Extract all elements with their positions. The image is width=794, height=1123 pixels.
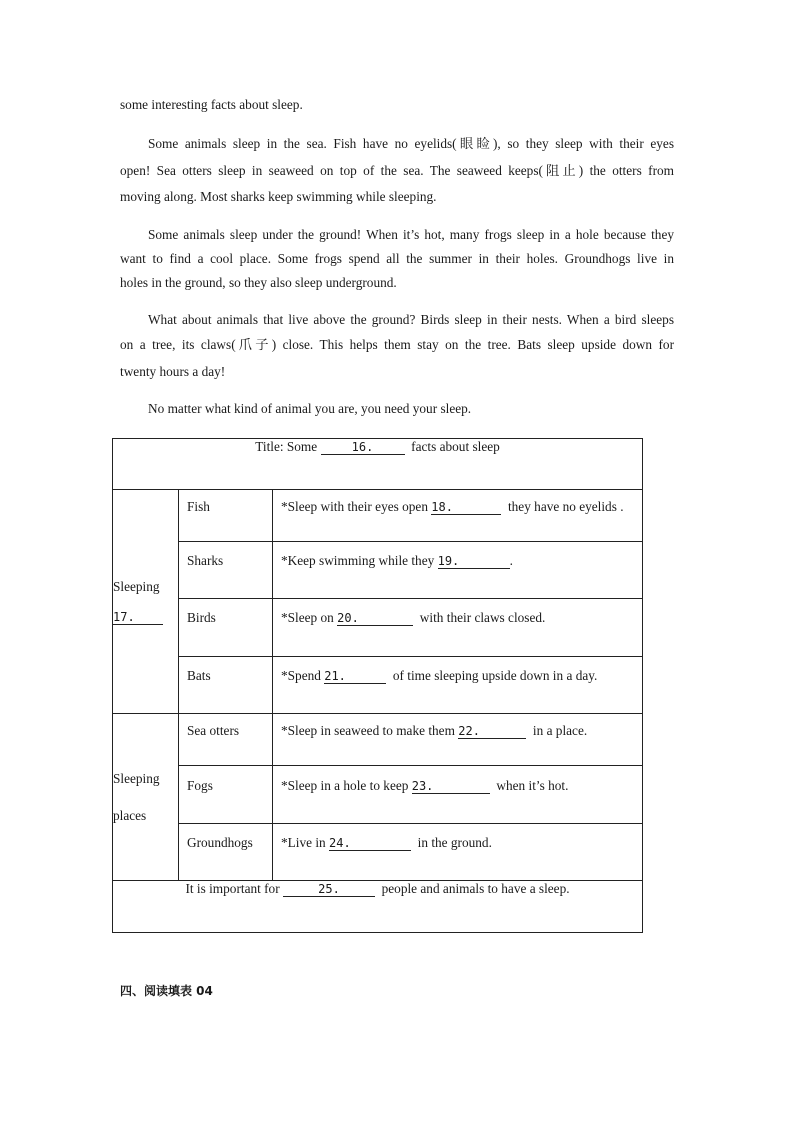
- group-places-cell: [113, 714, 179, 881]
- answer-blank-24[interactable]: 24.: [329, 836, 411, 851]
- animal-sea-otters: Sea otters: [187, 723, 240, 738]
- footer-row: [113, 881, 643, 933]
- answer-blank-20[interactable]: 20.: [337, 611, 413, 626]
- answer-blank-17[interactable]: 17.: [113, 610, 163, 625]
- fact-fish: *Sleep with their eyes open 18. they have no eyelids .: [281, 499, 624, 514]
- title-row: [113, 439, 643, 490]
- fact-groundhogs: *Live in 24. in the ground.: [281, 835, 492, 850]
- footer-suffix: people and animals to have a sleep.: [381, 881, 570, 896]
- table-row: [113, 599, 643, 657]
- answer-blank-16[interactable]: 16.: [321, 440, 405, 455]
- table-row: [113, 824, 643, 881]
- passage-p2-line3: holes in the ground, so they also sleep underground.: [120, 275, 397, 290]
- fact-fogs: *Sleep in a hole to keep 23. when it’s hot.: [281, 778, 569, 793]
- animal-fish: Fish: [187, 499, 210, 514]
- passage-p1-line3: moving along. Most sharks keep swimming while sleeping.: [120, 189, 437, 204]
- group-places-label-2: places: [113, 808, 147, 823]
- table-row: [113, 657, 643, 714]
- footer-cell: [113, 881, 643, 933]
- table-row: [113, 490, 643, 542]
- fact-birds: *Sleep on 20. with their claws closed.: [281, 610, 546, 625]
- passage-p3-line2: on a tree, its claws(爪子) close. This helps them stay on the tree. Bats sleep upside down for: [120, 337, 674, 352]
- passage-p1-line2: open! Sea otters sleep in seaweed on top of the sea. The seaweed keeps(阻止) the otters from: [120, 163, 674, 178]
- fact-bats: *Spend 21. of time sleeping upside down in a day.: [281, 668, 598, 683]
- footer-prefix: It is important for: [185, 881, 280, 896]
- passage-p3-line3: twenty hours a day!: [120, 364, 226, 379]
- passage-p3-line1: What about animals that live above the ground? Birds sleep in their nests. When a bird sleeps: [148, 312, 674, 327]
- animal-birds: Birds: [187, 610, 216, 625]
- answer-blank-22[interactable]: 22.: [458, 724, 526, 739]
- group-places-label-1: Sleeping: [113, 771, 160, 786]
- table-row: [113, 542, 643, 599]
- animal-bats: Bats: [187, 668, 211, 683]
- title-prefix: Title: Some: [255, 439, 318, 454]
- fact-sea-otters: *Sleep in seaweed to make them 22. in a place.: [281, 723, 588, 738]
- passage-p1-line1: Some animals sleep in the sea. Fish have no eyelids(眼睑), so they sleep with their eyes: [148, 136, 674, 151]
- group-sleeping-label: Sleeping: [113, 579, 160, 594]
- answer-blank-21[interactable]: 21.: [324, 669, 386, 684]
- answer-blank-18[interactable]: 18.: [431, 500, 501, 515]
- passage-p2-line1: Some animals sleep under the ground! When it’s hot, many frogs sleep in a hole because they: [148, 227, 674, 242]
- fact-sharks: *Keep swimming while they 19. .: [281, 553, 513, 568]
- animal-sharks: Sharks: [187, 553, 224, 568]
- title-suffix: facts about sleep: [411, 439, 500, 454]
- table-row: [113, 714, 643, 766]
- group-sleeping-cell: [113, 490, 179, 714]
- passage-p2-line2: want to find a cool place. Some frogs spend all the summer in their holes. Groundhogs live in: [120, 251, 674, 266]
- next-section-heading: 四、阅读填表 04: [120, 984, 213, 998]
- answer-blank-19[interactable]: 19.: [438, 554, 510, 569]
- answer-blank-25[interactable]: 25.: [283, 882, 375, 897]
- passage-p4: No matter what kind of animal you are, you need your sleep.: [148, 401, 472, 416]
- title-cell: [113, 439, 643, 490]
- summary-table: [112, 438, 643, 933]
- table-row: [113, 766, 643, 824]
- answer-blank-23[interactable]: 23.: [412, 779, 490, 794]
- animal-fogs: Fogs: [187, 778, 213, 793]
- passage-intro-tail: some interesting facts about sleep.: [120, 97, 303, 112]
- animal-groundhogs: Groundhogs: [187, 835, 253, 850]
